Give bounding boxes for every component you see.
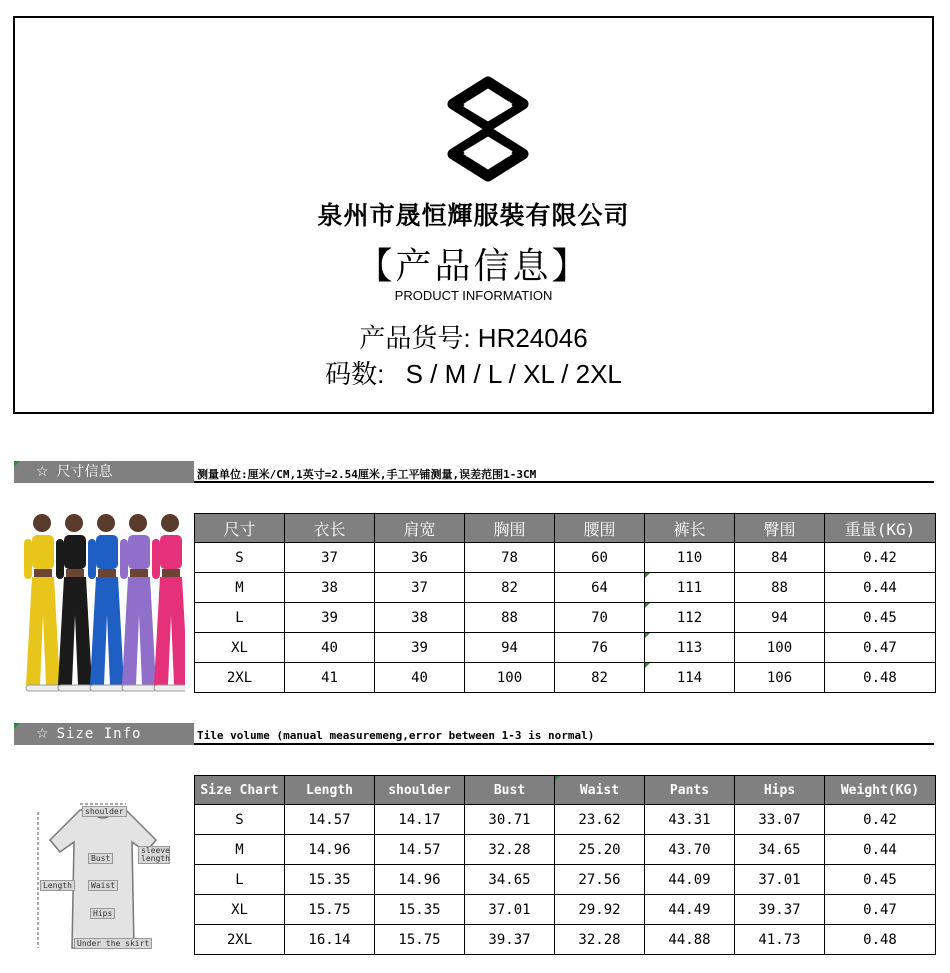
table-cell: 0.48 — [825, 925, 936, 955]
product-number-label: 产品货号: — [359, 323, 471, 353]
table-cell: 64 — [555, 573, 645, 603]
star-icon: ☆ — [36, 464, 49, 480]
sizes-line — [15, 354, 932, 391]
sizes-value: S / M / L / XL / 2XL — [405, 359, 622, 389]
diagram-label-sleeve: sleeve length — [138, 846, 170, 864]
size-info-cn-title: 尺寸信息 — [56, 464, 113, 480]
table-cell: 0.45 — [825, 865, 936, 895]
table-cell: 70 — [555, 603, 645, 633]
size-info-en-bar — [14, 723, 194, 745]
table-cell: 34.65 — [735, 835, 825, 865]
table-cell: 37.01 — [465, 895, 555, 925]
table-cell: 14.57 — [375, 835, 465, 865]
table-header-cell: 重量(KG) — [825, 514, 936, 543]
green-corner-mark — [555, 776, 560, 781]
table-cell: 114 — [645, 663, 735, 693]
table-cell: 113 — [645, 633, 735, 663]
table-cell: 25.20 — [555, 835, 645, 865]
table-cell: 40 — [285, 633, 375, 663]
table-header-cell: Weight(KG) — [825, 776, 936, 805]
table-cell: 2XL — [195, 663, 285, 693]
table-header-cell: 肩宽 — [375, 514, 465, 543]
table-cell: 0.47 — [825, 895, 936, 925]
table-cell: 43.31 — [645, 805, 735, 835]
table-row — [195, 805, 936, 835]
green-corner-mark — [645, 633, 650, 638]
table-header-cell: shoulder — [375, 776, 465, 805]
table-cell: 36 — [375, 543, 465, 573]
table-header-cell: Bust — [465, 776, 555, 805]
table-cell: 23.62 — [555, 805, 645, 835]
measurement-note-en: Tile volume (manual measuremeng,error between 1-3 is normal) — [197, 729, 595, 742]
green-corner-mark — [645, 603, 650, 608]
table-row — [195, 663, 936, 693]
table-cell: 0.45 — [825, 603, 936, 633]
model-photo — [10, 505, 185, 700]
table-header-cell: 衣长 — [285, 514, 375, 543]
table-cell: 32.28 — [555, 925, 645, 955]
table-cell: XL — [195, 895, 285, 925]
table-cell: 29.92 — [555, 895, 645, 925]
table-header-cell: 尺寸 — [195, 514, 285, 543]
table-cell: 41.73 — [735, 925, 825, 955]
table-cell: 33.07 — [735, 805, 825, 835]
table-cell: 43.70 — [645, 835, 735, 865]
table-cell: 44.88 — [645, 925, 735, 955]
table-cell: S — [195, 805, 285, 835]
table-header-cell: 胸围 — [465, 514, 555, 543]
size-info-en-title: Size Info — [56, 726, 142, 742]
model-figure — [88, 514, 124, 691]
table-header-cell: Hips — [735, 776, 825, 805]
table-cell: L — [195, 603, 285, 633]
company-name: 泉州市晟恒輝服裝有限公司 — [317, 201, 630, 230]
table-cell: 27.56 — [555, 865, 645, 895]
product-number-value: HR24046 — [477, 323, 588, 353]
product-number-line — [15, 318, 932, 355]
table-header-cell: Size Chart — [195, 776, 285, 805]
table-cell: 88 — [465, 603, 555, 633]
sizes-label: 码数: — [325, 359, 385, 389]
green-corner-mark — [14, 461, 20, 467]
section-divider-cn — [194, 481, 934, 483]
table-cell: 82 — [465, 573, 555, 603]
product-info-title-cn: 【产品信息】 — [356, 246, 591, 287]
table-cell: 0.48 — [825, 663, 936, 693]
table-cell: 60 — [555, 543, 645, 573]
section-divider-en — [194, 743, 934, 745]
table-cell: 37 — [285, 543, 375, 573]
table-cell: 82 — [555, 663, 645, 693]
diagram-label-length: Length — [40, 880, 75, 891]
table-header-cell: 臀围 — [735, 514, 825, 543]
table-cell: 106 — [735, 663, 825, 693]
table-row — [195, 543, 936, 573]
green-corner-mark — [645, 573, 650, 578]
table-cell: 14.57 — [285, 805, 375, 835]
table-cell: 14.17 — [375, 805, 465, 835]
table-cell: 15.75 — [285, 895, 375, 925]
table-cell: 44.49 — [645, 895, 735, 925]
table-cell: 15.35 — [375, 895, 465, 925]
table-cell: 0.44 — [825, 573, 936, 603]
table-cell: 0.47 — [825, 633, 936, 663]
diagram-label-hips: Hips — [90, 908, 115, 919]
diagram-label-waist: Waist — [88, 880, 118, 891]
star-icon: ☆ — [36, 726, 49, 742]
table-cell: 44.09 — [645, 865, 735, 895]
table-cell: 38 — [285, 573, 375, 603]
table-cell: 0.42 — [825, 805, 936, 835]
table-cell: 78 — [465, 543, 555, 573]
table-cell: 39.37 — [465, 925, 555, 955]
model-figure — [152, 514, 185, 691]
table-cell: 76 — [555, 633, 645, 663]
table-cell: 40 — [375, 663, 465, 693]
table-cell: 16.14 — [285, 925, 375, 955]
table-cell: XL — [195, 633, 285, 663]
model-figure — [56, 514, 92, 691]
measurement-note-cn: 测量单位:厘米/CM,1英寸=2.54厘米,手工平铺测量,误差范围1-3CM — [197, 468, 537, 481]
table-cell: 0.42 — [825, 543, 936, 573]
garment-measurement-diagram — [28, 800, 178, 955]
diagram-label-shoulder: shoulder — [82, 806, 127, 817]
table-cell: 2XL — [195, 925, 285, 955]
table-cell: 15.35 — [285, 865, 375, 895]
dress-outline-icon — [28, 800, 178, 955]
table-cell: 39.37 — [735, 895, 825, 925]
table-cell: 14.96 — [285, 835, 375, 865]
table-cell: 94 — [465, 633, 555, 663]
table-cell: 15.75 — [375, 925, 465, 955]
table-header-cell: 裤长 — [645, 514, 735, 543]
table-cell: L — [195, 865, 285, 895]
model-figure — [24, 514, 60, 691]
table-row — [195, 835, 936, 865]
table-header-cell: Pants — [645, 776, 735, 805]
table-cell: 39 — [285, 603, 375, 633]
table-cell: 100 — [465, 663, 555, 693]
table-row — [195, 895, 936, 925]
green-corner-mark — [645, 663, 650, 668]
table-cell: M — [195, 573, 285, 603]
diagram-label-under-skirt: Under the skirt — [74, 938, 152, 949]
table-row — [195, 925, 936, 955]
table-cell: S — [195, 543, 285, 573]
table-cell: 14.96 — [375, 865, 465, 895]
diagram-label-bust: Bust — [88, 853, 113, 864]
table-cell: 39 — [375, 633, 465, 663]
table-cell: 88 — [735, 573, 825, 603]
table-header-cell: Waist — [555, 776, 645, 805]
table-cell: 0.44 — [825, 835, 936, 865]
table-cell: 110 — [645, 543, 735, 573]
table-cell: 37.01 — [735, 865, 825, 895]
table-cell: 111 — [645, 573, 735, 603]
green-corner-mark — [14, 723, 20, 729]
table-row — [195, 573, 936, 603]
table-cell: 41 — [285, 663, 375, 693]
table-header-cell: 腰围 — [555, 514, 645, 543]
table-cell: 94 — [735, 603, 825, 633]
table-header-cell: Length — [285, 776, 375, 805]
table-cell: 37 — [375, 573, 465, 603]
product-header-box — [13, 16, 934, 414]
table-cell: 84 — [735, 543, 825, 573]
table-cell: 38 — [375, 603, 465, 633]
size-table-en — [194, 775, 936, 955]
table-row — [195, 633, 936, 663]
table-cell: 100 — [735, 633, 825, 663]
table-cell: 34.65 — [465, 865, 555, 895]
size-info-cn-bar — [14, 461, 194, 483]
table-cell: 112 — [645, 603, 735, 633]
product-info-title-en: PRODUCT INFORMATION — [394, 288, 553, 303]
table-row — [195, 603, 936, 633]
size-table-cn — [194, 513, 936, 693]
model-figure — [120, 514, 156, 691]
table-row — [195, 865, 936, 895]
brand-logo-icon — [445, 74, 531, 184]
table-cell: 32.28 — [465, 835, 555, 865]
table-cell: M — [195, 835, 285, 865]
table-cell: 30.71 — [465, 805, 555, 835]
